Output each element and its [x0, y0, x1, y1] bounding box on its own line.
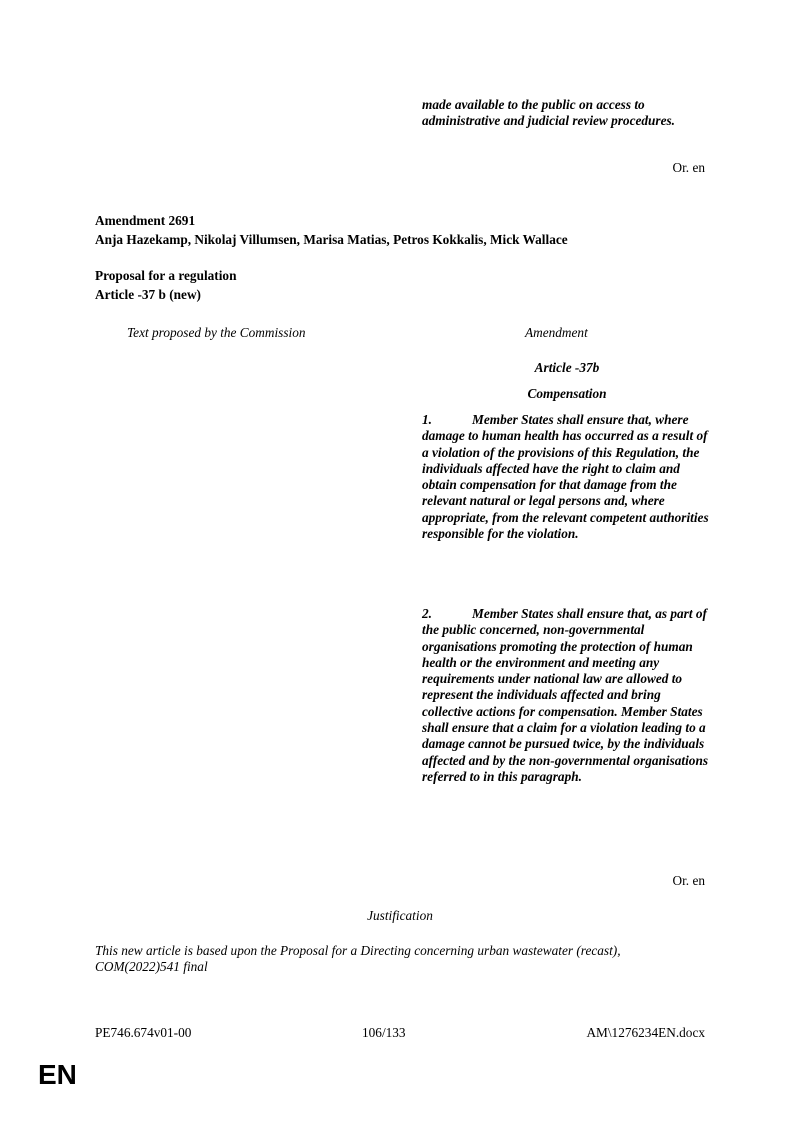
amendment-number: Amendment 2691	[95, 213, 196, 228]
article-heading: Article -37b	[534, 360, 600, 375]
commission-text-header: Text proposed by the Commission	[127, 325, 306, 340]
proposal-type: Proposal for a regulation	[95, 268, 237, 283]
article-title: Compensation	[527, 386, 607, 401]
amendment-authors: Anja Hazekamp, Nikolaj Villumsen, Marisa Matias, Petros Kokkalis, Mick Wallace	[95, 232, 568, 247]
paragraph-1	[422, 412, 712, 542]
justification-heading: Justification	[367, 908, 433, 923]
amendment-column-header: Amendment	[525, 325, 588, 340]
original-language: Or. en	[672, 873, 705, 888]
language-code: EN	[38, 1059, 77, 1090]
footer-page-number: 106/133	[362, 1025, 406, 1040]
paragraph-text: Member States shall ensure that, as part of the public concerned, non-governmental organisations promoting the protection of human health or the environment and meeting any requirements under national law are allowed to represent the individuals affected and bring collective actions for compensation. Member States shall ensure that a claim for a violation leading to a damage cannot be pursued twice, by the individuals affected and by the non-governmental organisations referred to in this paragraph.	[422, 606, 709, 784]
paragraph-text: Member States shall ensure that, where damage to human health has occurred as a result of a violation of the provisions of this Regulation, the individuals affected have the right to claim and obtain compensation for that damage from the relevant natural or legal persons and, where appropriate, from the relevant competent authorities responsible for the violation.	[422, 412, 709, 542]
justification-text: This new article is based upon the Proposal for a Directing concerning urban wastewater (recast), COM(2022)541 final	[95, 943, 621, 975]
footer-doc-reference: PE746.674v01-00	[95, 1025, 192, 1040]
article-reference: Article -37 b (new)	[95, 287, 201, 302]
paragraph-number: 1.	[422, 412, 432, 427]
original-language-top: Or. en	[672, 160, 705, 175]
paragraph-2	[422, 606, 712, 785]
footer-file-name: AM\1276234EN.docx	[586, 1025, 705, 1040]
continued-amendment-text: made available to the public on access to administrative and judicial review procedures.	[422, 97, 676, 129]
paragraph-number: 2.	[422, 606, 432, 621]
